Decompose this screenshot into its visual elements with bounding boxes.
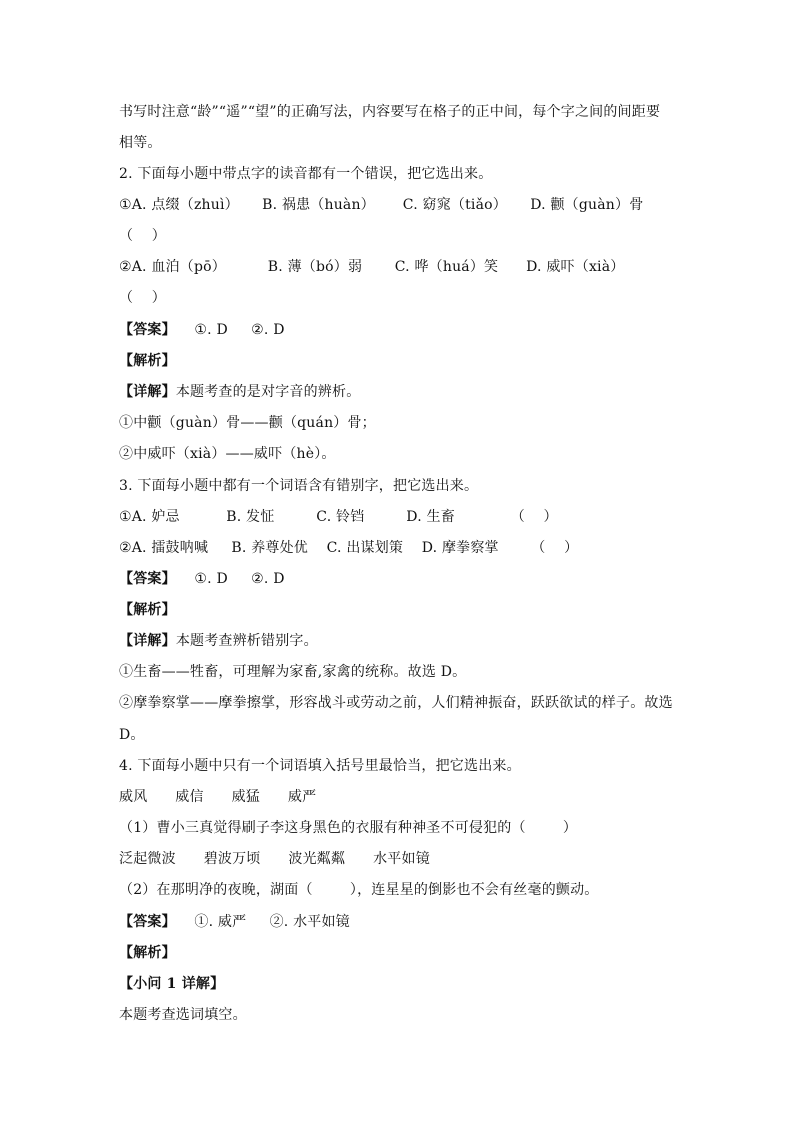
question-2-item-1: ①A. 点缀（zhuì） B. 祸患（huàn） C. 窈窕（tiǎo） D. 颧（guàn）骨 <box>119 197 644 213</box>
text-line: 相等。 <box>119 135 162 151</box>
question-4-item-1: （1）曹小三真觉得刷子李这身黑色的衣服有种神圣不可侵犯的（ ） <box>119 820 578 836</box>
detail-line <box>119 631 318 651</box>
text-line: 本题考查选词填空。 <box>119 1007 247 1023</box>
answer-tag: 【答案】 <box>119 571 176 587</box>
answer-tag: 【答案】 <box>119 914 176 930</box>
question-3-item-2: ②A. 擂鼓呐喊 B. 养尊处优 C. 出谋划策 D. 摩拳察掌 （ ） <box>119 540 579 556</box>
word-options-1: 威风 威信 威猛 威严 <box>119 789 317 805</box>
detail-text: 本题考查辨析错别字。 <box>175 633 318 649</box>
answer-tag: 【答案】 <box>119 322 176 338</box>
answer-line <box>119 320 285 340</box>
detail-tag: 【详解】 <box>119 633 176 649</box>
question-3-item-1: ①A. 妒忌 B. 发怔 C. 铃铛 D. 生畜 （ ） <box>119 509 558 525</box>
answer-blank: （ ） <box>119 290 167 306</box>
text-line: ①生畜——牲畜，可理解为家畜,家禽的统称。故选 D。 <box>119 664 467 680</box>
text-line: ②中威吓（xià）——威吓（hè）。 <box>119 446 336 462</box>
detail-line <box>119 382 360 402</box>
question-2-title: 2. 下面每小题中带点字的读音都有一个错误，把它选出来。 <box>119 166 493 182</box>
text-line: ②摩拳察掌——摩拳擦掌，形容战斗或劳动之前，人们精神振奋，跃跃欲试的样子。故选 <box>119 695 673 711</box>
question-4-title: 4. 下面每小题中只有一个词语填入括号里最恰当，把它选出来。 <box>119 758 521 774</box>
text-line: D。 <box>119 727 145 743</box>
sub-detail-tag: 【小问 1 详解】 <box>119 976 225 992</box>
answer-line <box>119 569 285 589</box>
text-line: ①中颧（guàn）骨——颧（quán）骨； <box>119 415 376 431</box>
text-line: 书写时注意“龄”“遥”“望”的正确写法，内容要写在格子的正中间，每个字之间的间距要 <box>119 104 661 120</box>
answer-value: ①. 威严 ②. 水平如镜 <box>194 914 350 930</box>
analysis-tag: 【解析】 <box>119 602 176 618</box>
answer-blank: （ ） <box>119 228 167 244</box>
detail-tag: 【详解】 <box>119 384 176 400</box>
analysis-tag: 【解析】 <box>119 353 176 369</box>
analysis-tag: 【解析】 <box>119 945 176 961</box>
word-options-2: 泛起微波 碧波万顷 波光粼粼 水平如镜 <box>119 851 430 867</box>
answer-line <box>119 912 350 932</box>
answer-value: ①. D ②. D <box>194 571 285 587</box>
question-4-item-2: （2）在那明净的夜晚，湖面（ ），连星星的倒影也不会有丝毫的颤动。 <box>119 882 599 898</box>
question-3-title: 3. 下面每小题中都有一个词语含有错别字，把它选出来。 <box>119 478 479 494</box>
detail-text: 本题考查的是对字音的辨析。 <box>175 384 361 400</box>
answer-value: ①. D ②. D <box>194 322 285 338</box>
question-2-item-2: ②A. 血泊（pō） B. 薄（bó）弱 C. 哗（huá）笑 D. 威吓（xià） <box>119 259 625 275</box>
